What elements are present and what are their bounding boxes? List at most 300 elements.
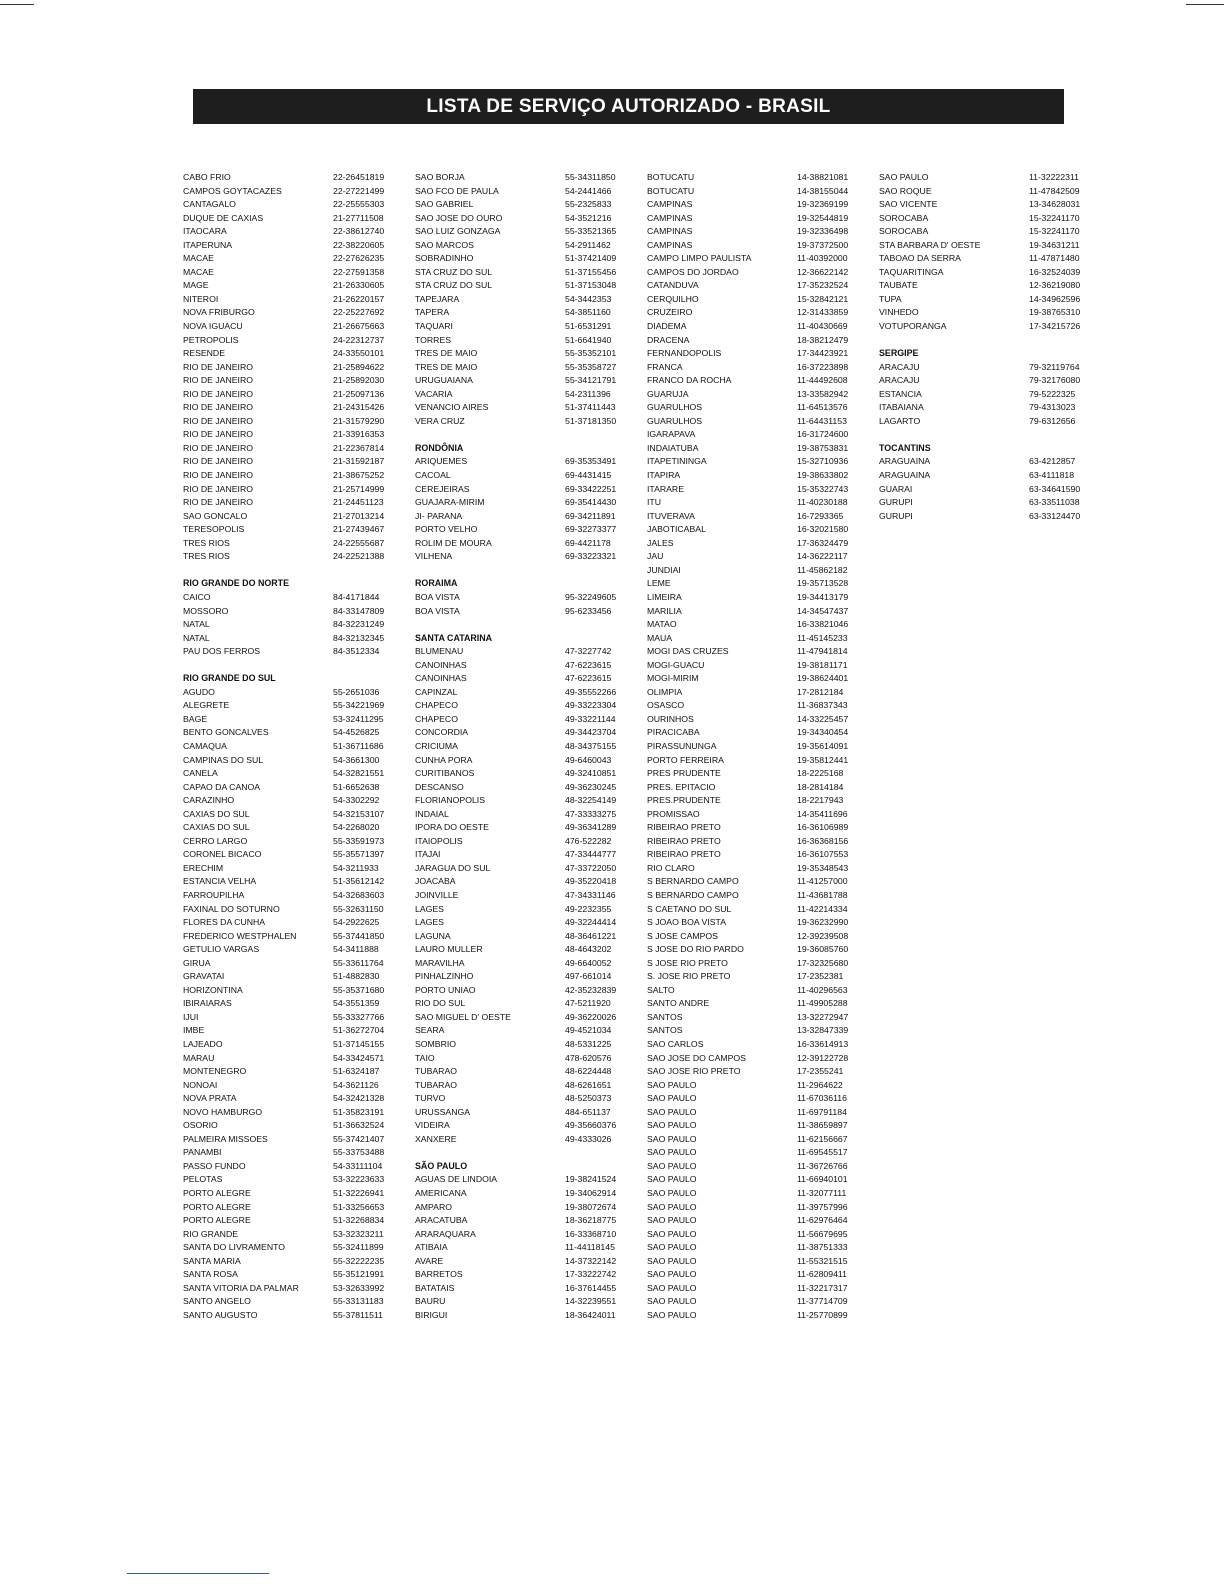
phone-number: 19-38753831: [797, 442, 849, 453]
phone-number: 69-32273377: [565, 524, 617, 535]
phone-number: 47-33333275: [565, 808, 617, 819]
phone-number: 69-4431415: [565, 470, 612, 481]
list-item: [647, 483, 851, 497]
list-item: [183, 808, 388, 822]
city-name: PORTO VELHO: [415, 524, 478, 535]
phone-number: 17-2812184: [797, 686, 844, 697]
city-name: SAO BORJA: [415, 172, 465, 182]
list-item: [183, 957, 388, 971]
city-name: SAO PAULO: [647, 1174, 697, 1185]
list-item: [183, 334, 388, 348]
city-name: MAUA: [647, 632, 673, 643]
city-name: GUARULHOS: [647, 402, 703, 413]
city-name: GRAVATAI: [183, 971, 225, 982]
list-item: [647, 1011, 851, 1025]
list-item: [183, 875, 388, 889]
phone-number: 11-62976464: [797, 1215, 848, 1226]
list-item: [183, 374, 388, 388]
list-item: [415, 645, 618, 659]
phone-number: 11-47941814: [797, 646, 848, 657]
list-item: [415, 361, 618, 375]
city-name: IGARAPAVA: [647, 429, 696, 440]
phone-number: 11-2964622: [797, 1079, 843, 1090]
phone-number: 49-32244414: [565, 917, 617, 928]
phone-number: 16-36106989: [797, 822, 849, 833]
city-name: CAMPINAS: [647, 199, 693, 210]
phone-number: 22-27221499: [333, 185, 385, 196]
city-name: ARIQUEMES: [415, 456, 468, 467]
city-name: CATANDUVA: [647, 280, 699, 291]
phone-number: 15-32710936: [797, 456, 849, 467]
phone-number: 21-26675663: [333, 321, 385, 332]
phone-number: 47-3227742: [565, 646, 612, 657]
city-name: BOTUCATU: [647, 185, 695, 196]
city-name: SAO PAULO: [879, 172, 929, 182]
list-item: [183, 550, 388, 564]
phone-number: 84-32231249: [333, 619, 385, 630]
city-name: SAO JOSE DO CAMPOS: [647, 1052, 746, 1063]
city-name: CARAZINHO: [183, 795, 235, 806]
city-name: CAMPO LIMPO PAULISTA: [647, 253, 752, 264]
phone-number: 17-33222742: [565, 1269, 617, 1280]
phone-number: 13-32272947: [797, 1011, 849, 1022]
phone-number: 54-32421328: [333, 1093, 385, 1104]
list-item: [415, 266, 618, 280]
list-item: [415, 185, 618, 199]
list-item: [647, 875, 851, 889]
list-item: [415, 821, 618, 835]
phone-number: 69-34211891: [565, 510, 616, 521]
list-item: [647, 659, 851, 673]
list-item: [647, 347, 851, 361]
list-item: [183, 930, 388, 944]
city-name: BIRIGUI: [415, 1309, 448, 1320]
phone-number: 48-34375155: [565, 740, 617, 751]
phone-number: 17-2352381: [797, 971, 844, 982]
phone-number: 11-42214334: [797, 903, 848, 914]
phone-number: 47-6223615: [565, 659, 612, 670]
phone-number: 22-27626235: [333, 253, 385, 264]
phone-number: 55-35121991: [333, 1269, 385, 1280]
phone-number: 16-37223898: [797, 361, 849, 372]
phone-number: 24-33550101: [333, 348, 385, 359]
city-name: LAGUNA: [415, 930, 451, 941]
list-item: [647, 496, 851, 510]
city-name: IPORA DO OESTE: [415, 822, 489, 833]
list-item: [415, 943, 618, 957]
phone-number: 48-5331225: [565, 1039, 612, 1049]
list-item: [415, 523, 618, 537]
list-item: [415, 510, 618, 524]
city-name: TRES RIOS: [183, 537, 230, 548]
city-name: CAMPINAS: [647, 212, 693, 223]
phone-number: 55-35352101: [565, 348, 617, 359]
state-heading: SÃO PAULO: [415, 1160, 468, 1171]
city-name: SAO PAULO: [647, 1147, 697, 1158]
city-name: RIO DE JANEIRO: [183, 470, 253, 481]
city-name: BOA VISTA: [415, 605, 460, 616]
list-item: [879, 212, 1084, 226]
city-name: CHAPECO: [415, 713, 458, 724]
list-item: [647, 185, 851, 199]
phone-number: 55-37421407: [333, 1133, 385, 1144]
list-item: [183, 781, 388, 795]
list-item: [183, 1201, 388, 1215]
list-item: [183, 821, 388, 835]
city-name: PIRACICABA: [647, 727, 700, 738]
phone-number: 11-49905288: [797, 998, 848, 1009]
city-name: GIRUA: [183, 957, 211, 968]
list-item: [647, 1241, 851, 1255]
phone-number: 11-36837343: [797, 700, 848, 711]
list-item: [415, 347, 618, 361]
list-item: [647, 591, 851, 605]
phone-number: 63-4212857: [1029, 456, 1076, 467]
phone-number: 42-35232839: [565, 984, 617, 995]
phone-number: 21-25097136: [333, 388, 385, 399]
phone-number: 11-62156667: [797, 1133, 848, 1144]
city-name: NOVA PRATA: [183, 1093, 237, 1104]
city-name: DESCANSO: [415, 781, 464, 792]
list-item: [647, 266, 851, 280]
list-item: [183, 903, 388, 917]
city-name: BOTUCATU: [647, 172, 695, 182]
spacer: [415, 1146, 618, 1160]
list-item: [183, 510, 388, 524]
city-name: SAO PAULO: [647, 1296, 697, 1307]
list-item: [183, 1011, 388, 1025]
list-item: [183, 1214, 388, 1228]
city-name: OSASCO: [647, 700, 685, 711]
city-name: FAXINAL DO SOTURNO: [183, 903, 280, 914]
phone-number: 55-33611764: [333, 957, 384, 968]
phone-number: 54-33424571: [333, 1052, 385, 1063]
city-name: VERA CRUZ: [415, 415, 465, 426]
city-name: MATAO: [647, 619, 677, 630]
phone-number: 11-62809411: [797, 1269, 847, 1280]
list-item: [647, 970, 851, 984]
phone-number: 21-38675252: [333, 470, 385, 481]
phone-number: 21-26220157: [333, 293, 385, 304]
list-item: [415, 1079, 618, 1093]
phone-number: 55-32222235: [333, 1255, 385, 1266]
list-item: [415, 1011, 618, 1025]
city-name: SAO MARCOS: [415, 239, 474, 250]
city-name: CAMPINAS DO SUL: [183, 754, 264, 765]
list-item: [415, 672, 618, 686]
list-item: [183, 1187, 388, 1201]
list-item: [415, 171, 618, 185]
list-item: [415, 984, 618, 998]
list-item: [415, 835, 618, 849]
city-name: PINHALZINHO: [415, 971, 474, 982]
city-name: S JOSE CAMPOS: [647, 930, 718, 941]
list-item: [415, 713, 618, 727]
phone-number: 54-3211933: [333, 862, 379, 873]
list-item: [183, 1038, 388, 1052]
phone-number: 19-38241524: [565, 1174, 617, 1185]
list-item: [647, 469, 851, 483]
phone-number: 55-2651036: [333, 686, 380, 697]
city-name: RIBEIRAO PRETO: [647, 849, 721, 860]
phone-number: 51-36711686: [333, 740, 384, 751]
city-name: RIO DE JANEIRO: [183, 497, 253, 508]
city-name: TUBARAO: [415, 1066, 457, 1077]
list-item: [183, 1268, 388, 1282]
list-item: [647, 523, 851, 537]
phone-number: 49-35220418: [565, 876, 617, 887]
list-item: [647, 767, 851, 781]
city-name: GUARUJA: [647, 388, 689, 399]
list-item: [647, 821, 851, 835]
phone-number: 49-2232355: [565, 903, 612, 914]
phone-number: 51-37181350: [565, 415, 617, 426]
column-2: [415, 171, 618, 1322]
city-name: SAO PAULO: [647, 1309, 697, 1320]
phone-number: 54-32153107: [333, 808, 385, 819]
city-name: S JOSE RIO PRETO: [647, 957, 728, 968]
list-item: [415, 1133, 618, 1147]
list-item: [879, 510, 1084, 524]
city-name: RIO DO SUL: [415, 998, 466, 1009]
city-name: CONCORDIA: [415, 727, 469, 738]
phone-number: 11-43681788: [797, 889, 848, 900]
city-name: SAO PAULO: [647, 1120, 697, 1131]
phone-number: 21-25714999: [333, 483, 385, 494]
phone-number: 53-32411295: [333, 713, 384, 724]
list-item: [183, 1228, 388, 1242]
city-name: CRICIUMA: [415, 740, 458, 751]
list-item: [183, 726, 388, 740]
list-item: [415, 1187, 618, 1201]
phone-number: 11-69791184: [797, 1106, 847, 1117]
phone-number: 13-33582942: [797, 388, 849, 399]
city-name: DRACENA: [647, 334, 690, 345]
list-item: [647, 198, 851, 212]
city-name: TAQUARI: [415, 321, 453, 332]
list-item: [183, 984, 388, 998]
phone-number: 54-3521216: [565, 212, 612, 223]
city-name: CEREJEIRAS: [415, 483, 470, 494]
city-name: CAMPOS GOYTACAZES: [183, 185, 282, 196]
phone-number: 11-40296563: [797, 984, 848, 995]
phone-number: 53-32223633: [333, 1174, 385, 1185]
list-item: [183, 1092, 388, 1106]
list-item: [183, 767, 388, 781]
phone-number: 48-6224448: [565, 1066, 612, 1077]
city-name: SAO VICENTE: [879, 199, 938, 210]
phone-number: 49-36341289: [565, 822, 617, 833]
list-item: [183, 266, 388, 280]
phone-number: 14-37322142: [565, 1255, 617, 1266]
list-item: [183, 442, 388, 456]
phone-number: 21-31579290: [333, 415, 385, 426]
phone-number: 21-26330605: [333, 280, 385, 291]
list-item: [647, 550, 851, 564]
phone-number: 54-2441466: [565, 185, 612, 196]
list-item: [183, 279, 388, 293]
phone-number: 14-32239551: [565, 1296, 617, 1307]
city-name: ATIBAIA: [415, 1242, 448, 1253]
phone-number: 54-2311396: [565, 388, 611, 399]
list-item: [183, 943, 388, 957]
list-item: [879, 252, 1084, 266]
city-name: CAICO: [183, 591, 211, 602]
city-name: XANXERE: [415, 1133, 457, 1144]
city-name: SANTA ROSA: [183, 1269, 238, 1280]
city-name: MACAE: [183, 266, 214, 277]
city-name: JOINVILLE: [415, 889, 459, 900]
city-name: CRUZEIRO: [647, 307, 693, 318]
phone-number: 13-34628031: [1029, 199, 1081, 210]
city-name: SAO PAULO: [647, 1215, 697, 1226]
city-name: ARARAQUARA: [415, 1228, 476, 1239]
phone-number: 19-32544819: [797, 212, 849, 223]
list-item: [879, 415, 1084, 429]
phone-number: 55-37811511: [333, 1309, 383, 1320]
city-name: MOGI-GUACU: [647, 659, 705, 670]
city-name: VILHENA: [415, 551, 453, 562]
phone-number: 24-22555687: [333, 537, 385, 548]
phone-number: 19-38181171: [797, 659, 848, 670]
city-name: S BERNARDO CAMPO: [647, 889, 739, 900]
list-item: [415, 1282, 618, 1296]
phone-number: 16-33368710: [565, 1228, 617, 1239]
city-name: SEARA: [415, 1025, 445, 1036]
state-heading: RIO GRANDE DO SUL: [183, 673, 276, 684]
page-title: LISTA DE SERVIÇO AUTORIZADO - BRASIL: [193, 89, 1064, 124]
phone-number: 14-35411696: [797, 808, 848, 819]
footer-rule: [127, 1573, 269, 1574]
phone-number: 12-39122728: [797, 1052, 849, 1063]
list-item: [647, 848, 851, 862]
list-item: [879, 198, 1084, 212]
city-name: PANAMBI: [183, 1147, 222, 1158]
list-item: [647, 428, 851, 442]
city-name: CAPAO DA CANOA: [183, 781, 261, 792]
phone-number: 11-32222311: [1029, 172, 1079, 182]
phone-number: 69-33422251: [565, 483, 617, 494]
phone-number: 51-33256653: [333, 1201, 385, 1212]
list-item: [415, 957, 618, 971]
city-name: SANTA MARIA: [183, 1255, 241, 1266]
city-name: SANTO AUGUSTO: [183, 1309, 258, 1320]
list-item: [183, 1282, 388, 1296]
list-item: [415, 848, 618, 862]
list-item: [183, 1255, 388, 1269]
list-item: [647, 388, 851, 402]
city-name: S CAETANO DO SUL: [647, 903, 732, 914]
list-item: [415, 388, 618, 402]
city-name: CANTAGALO: [183, 199, 236, 210]
list-item: [183, 686, 388, 700]
list-item: [647, 943, 851, 957]
phone-number: 21-31592187: [333, 456, 385, 467]
city-name: SAO GONCALO: [183, 510, 248, 521]
phone-number: 21-24315426: [333, 402, 385, 413]
phone-number: 49-35552266: [565, 686, 617, 697]
list-item: [183, 212, 388, 226]
city-name: LAJEADO: [183, 1039, 223, 1049]
city-name: SOROCABA: [879, 226, 929, 237]
phone-number: 18-36424011: [565, 1309, 616, 1320]
list-item: [183, 523, 388, 537]
city-name: BAGE: [183, 713, 208, 724]
city-name: JABOTICABAL: [647, 524, 706, 535]
list-item: [415, 306, 618, 320]
list-item: [879, 483, 1084, 497]
city-name: LAGARTO: [879, 415, 921, 426]
city-name: INDAIATUBA: [647, 442, 699, 453]
phone-number: 19-37372500: [797, 239, 849, 250]
city-name: RIO DE JANEIRO: [183, 375, 253, 386]
list-item: [415, 334, 618, 348]
city-name: CACOAL: [415, 470, 451, 481]
city-name: ARACAJU: [879, 375, 920, 386]
city-name: CAMPOS DO JORDAO: [647, 266, 739, 277]
city-name: ITAPERUNA: [183, 239, 233, 250]
city-name: VINHEDO: [879, 307, 919, 318]
list-item: [183, 632, 388, 646]
phone-number: 11-38751333: [797, 1242, 848, 1253]
phone-number: 47-5211920: [565, 998, 611, 1009]
phone-number: 55-32411899: [333, 1242, 384, 1253]
list-item: [647, 577, 851, 591]
phone-number: 476-522282: [565, 835, 612, 846]
list-item: [415, 279, 618, 293]
city-name: OSORIO: [183, 1120, 218, 1131]
city-name: NOVA IGUACU: [183, 321, 243, 332]
phone-number: 49-35660376: [565, 1120, 617, 1131]
city-name: ITAPETININGA: [647, 456, 707, 467]
list-item: [647, 334, 851, 348]
list-item: [647, 1133, 851, 1147]
city-name: AGUAS DE LINDOIA: [415, 1174, 498, 1185]
phone-number: 11-38659897: [797, 1120, 848, 1131]
list-item: [879, 225, 1084, 239]
state-heading: TOCANTINS: [879, 442, 931, 453]
city-name: TRES DE MAIO: [415, 348, 478, 359]
city-name: SANTOS: [647, 1011, 683, 1022]
list-item: [415, 781, 618, 795]
list-item: [647, 1295, 851, 1309]
city-name: TERESOPOLIS: [183, 524, 245, 535]
phone-number: 55-33131183: [333, 1296, 384, 1307]
list-item: [647, 212, 851, 226]
list-item: [647, 1119, 851, 1133]
city-name: ALEGRETE: [183, 700, 230, 711]
phone-number: 19-38765310: [1029, 307, 1081, 318]
list-item: [415, 550, 618, 564]
list-item: [415, 1228, 618, 1242]
phone-number: 19-35614091: [797, 740, 849, 751]
list-item: [183, 225, 388, 239]
city-name: CERQUILHO: [647, 293, 699, 304]
phone-number: 55-35371680: [333, 984, 385, 995]
state-heading: RORAIMA: [415, 578, 458, 589]
city-name: GETULIO VARGAS: [183, 944, 260, 955]
list-item: [415, 1092, 618, 1106]
phone-number: 51-32268834: [333, 1215, 385, 1226]
phone-number: 18-2814184: [797, 781, 844, 792]
city-name: PRES.PRUDENTE: [647, 795, 721, 806]
phone-number: 55-33591973: [333, 835, 385, 846]
city-name: BARRETOS: [415, 1269, 463, 1280]
phone-number: 84-32132345: [333, 632, 385, 643]
phone-number: 54-3302292: [333, 795, 380, 806]
phone-number: 18-2217943: [797, 795, 844, 806]
phone-number: 54-32821551: [333, 768, 385, 779]
